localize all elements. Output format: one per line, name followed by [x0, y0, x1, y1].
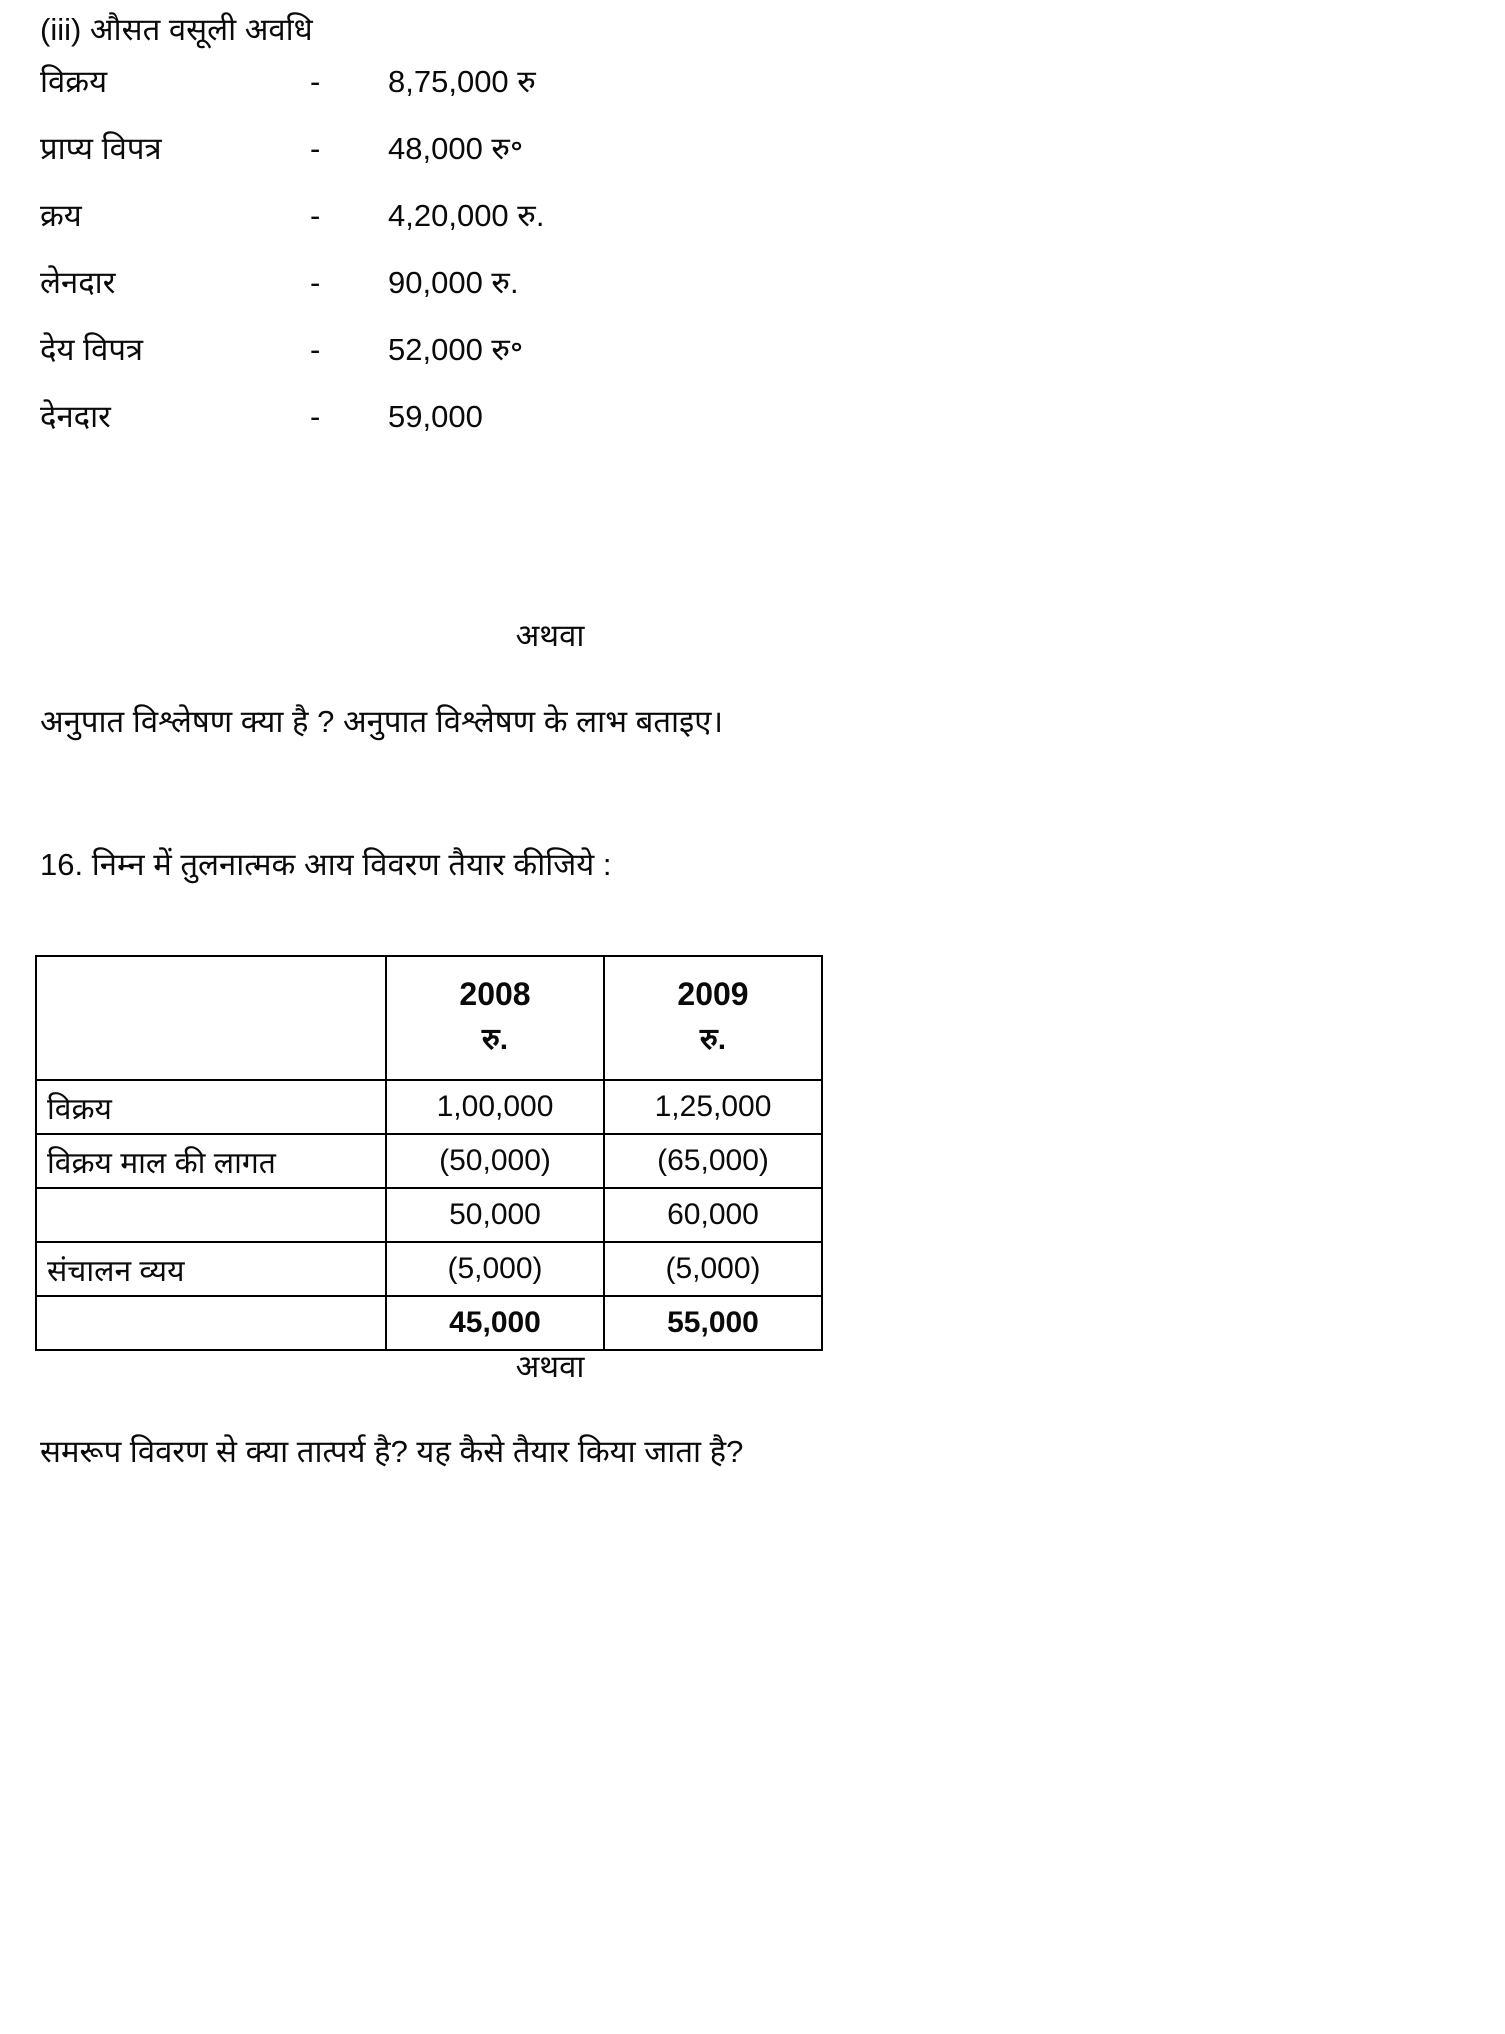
figures-list — [40, 60, 740, 462]
or-label-first: अथवा — [515, 618, 585, 653]
row-value-2009: 60,000 — [604, 1188, 822, 1242]
figure-dash: - — [310, 64, 321, 99]
header-2009 — [604, 956, 822, 1080]
list-item — [40, 60, 740, 127]
figure-amount: 8,75,000 रु — [388, 64, 536, 99]
figure-amount: 52,000 रु॰ — [388, 332, 524, 367]
header-2009-currency: रु. — [699, 1023, 727, 1057]
figure-label: देय विपत्र — [40, 332, 144, 367]
figure-label: देनदार — [40, 399, 111, 434]
figure-dash: - — [310, 399, 321, 434]
list-item — [40, 194, 740, 261]
figure-label: लेनदार — [40, 265, 116, 300]
alternate-question-second: समरूप विवरण से क्या तात्पर्य है? यह कैसे तैयार किया जाता है? — [40, 1434, 744, 1469]
row-label: विक्रय — [36, 1080, 386, 1134]
header-2009-year: 2009 — [677, 976, 749, 1013]
row-value-2008: 50,000 — [386, 1188, 604, 1242]
figure-dash: - — [310, 198, 321, 233]
list-item — [40, 261, 740, 328]
row-value-2009: (65,000) — [604, 1134, 822, 1188]
header-2008 — [386, 956, 604, 1080]
list-item — [40, 127, 740, 194]
row-value-2008: (5,000) — [386, 1242, 604, 1296]
list-item — [40, 328, 740, 395]
alternate-question-first: अनुपात विश्लेषण क्या है ? अनुपात विश्लेषण के लाभ बताइए। — [40, 704, 724, 739]
or-label-second: अथवा — [515, 1349, 585, 1384]
figure-dash: - — [310, 265, 321, 300]
header-blank-cell — [36, 956, 386, 1080]
row-label: संचालन व्यय — [36, 1242, 386, 1296]
row-value-2008: (50,000) — [386, 1134, 604, 1188]
figure-label: प्राप्य विपत्र — [40, 131, 162, 166]
figure-dash: - — [310, 131, 321, 166]
header-2008-year: 2008 — [459, 976, 531, 1013]
header-2008-currency: रु. — [481, 1023, 509, 1057]
figure-dash: - — [310, 332, 321, 367]
row-value-2009: 55,000 — [604, 1296, 822, 1350]
row-value-2009: 1,25,000 — [604, 1080, 822, 1134]
section-heading: (iii) औसत वसूली अवधि — [40, 12, 313, 47]
figure-amount: 48,000 रु॰ — [388, 131, 524, 166]
figure-amount: 59,000 — [388, 399, 483, 434]
figure-amount: 4,20,000 रु. — [388, 198, 545, 233]
row-value-2009: (5,000) — [604, 1242, 822, 1296]
table-header-row — [36, 956, 822, 1080]
row-label — [36, 1188, 386, 1242]
table-row — [36, 1296, 822, 1350]
table-row — [36, 1242, 822, 1296]
table-row — [36, 1080, 822, 1134]
figure-amount: 90,000 रु. — [388, 265, 519, 300]
row-value-2008: 1,00,000 — [386, 1080, 604, 1134]
figure-label: विक्रय — [40, 64, 108, 99]
row-label — [36, 1296, 386, 1350]
row-value-2008: 45,000 — [386, 1296, 604, 1350]
question-16-prompt: 16. निम्न में तुलनात्मक आय विवरण तैयार कीजिये : — [40, 847, 612, 882]
comparative-income-statement-table — [35, 955, 821, 1351]
figure-label: क्रय — [40, 198, 82, 233]
table-row — [36, 1134, 822, 1188]
table-row — [36, 1188, 822, 1242]
row-label: विक्रय माल की लागत — [36, 1134, 386, 1188]
list-item — [40, 395, 740, 462]
